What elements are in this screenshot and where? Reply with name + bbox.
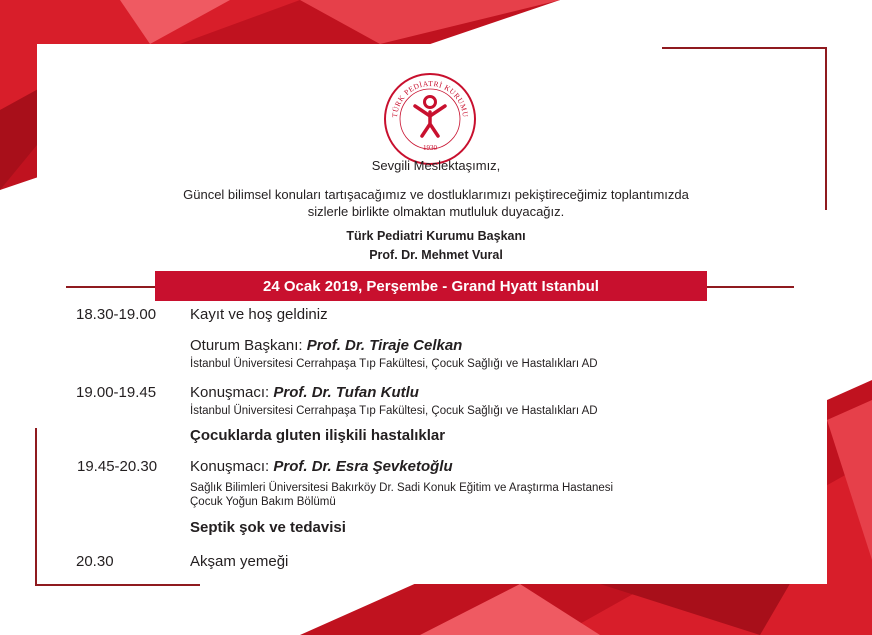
time-slot-1: 18.30-19.00 xyxy=(76,306,157,323)
speaker-1 xyxy=(190,384,419,401)
time-slot-2: 19.00-19.45 xyxy=(76,384,157,401)
greeting: Sevgili Meslektaşımız, xyxy=(371,158,501,173)
speaker-1-name: Prof. Dr. Tufan Kutlu xyxy=(273,384,419,401)
speaker-2 xyxy=(190,458,453,475)
intro-line-1: Güncel bilimsel konuları tartışacağımız ve dostluklarımızı pekiştireceğimiz toplantımızda xyxy=(183,187,689,202)
logo-org-name: TÜRK PEDİATRİ KURUMU xyxy=(389,78,471,119)
banner-line-right xyxy=(706,286,794,288)
speaker-2-name: Prof. Dr. Esra Şevketoğlu xyxy=(273,458,453,475)
date-venue-banner: 24 Ocak 2019, Perşembe - Grand Hyatt Istanbul xyxy=(155,271,707,301)
speaker-2-affiliation xyxy=(190,481,613,509)
speaker-1-role-label: Konuşmacı: xyxy=(190,384,274,401)
speaker-1-affiliation: İstanbul Üniversitesi Cerrahpaşa Tıp Fakültesi, Çocuk Sağlığı ve Hastalıkları AD xyxy=(190,405,598,417)
session-chair xyxy=(190,337,462,354)
intro-line-2: sizlerle birlikte olmaktan mutluluk duyacağız. xyxy=(307,204,565,219)
speaker-2-role-label: Konuşmacı: xyxy=(190,458,274,475)
turk-pediatri-kurumu-logo xyxy=(383,72,477,166)
chair-role-label: Oturum Başkanı: xyxy=(190,337,307,354)
topic-1: Çocuklarda gluten ilişkili hastalıklar xyxy=(190,427,446,444)
chair-affiliation: İstanbul Üniversitesi Cerrahpaşa Tıp Fakültesi, Çocuk Sağlığı ve Hastalıkları AD xyxy=(190,358,598,370)
registration-item: Kayıt ve hoş geldiniz xyxy=(190,306,328,323)
president-name: Prof. Dr. Mehmet Vural xyxy=(369,248,503,262)
chair-name: Prof. Dr. Tiraje Celkan xyxy=(306,337,463,354)
time-slot-3: 19.45-20.30 xyxy=(77,458,158,475)
logo-year: 1930 xyxy=(423,144,437,152)
topic-2: Septik şok ve tedavisi xyxy=(190,519,346,536)
time-slot-4: 20.30 xyxy=(76,553,114,570)
speaker-2-affiliation-line-2: Çocuk Yoğun Bakım Bölümü xyxy=(190,496,336,508)
president-title: Türk Pediatri Kurumu Başkanı xyxy=(346,229,526,243)
speaker-2-affiliation-line-1: Sağlık Bilimleri Üniversitesi Bakırköy Dr. Sadi Konuk Eğitim ve Araştırma Hastanesi xyxy=(190,482,614,494)
banner-line-left xyxy=(66,286,156,288)
dinner-item: Akşam yemeği xyxy=(190,553,289,570)
intro-text xyxy=(60,186,812,220)
